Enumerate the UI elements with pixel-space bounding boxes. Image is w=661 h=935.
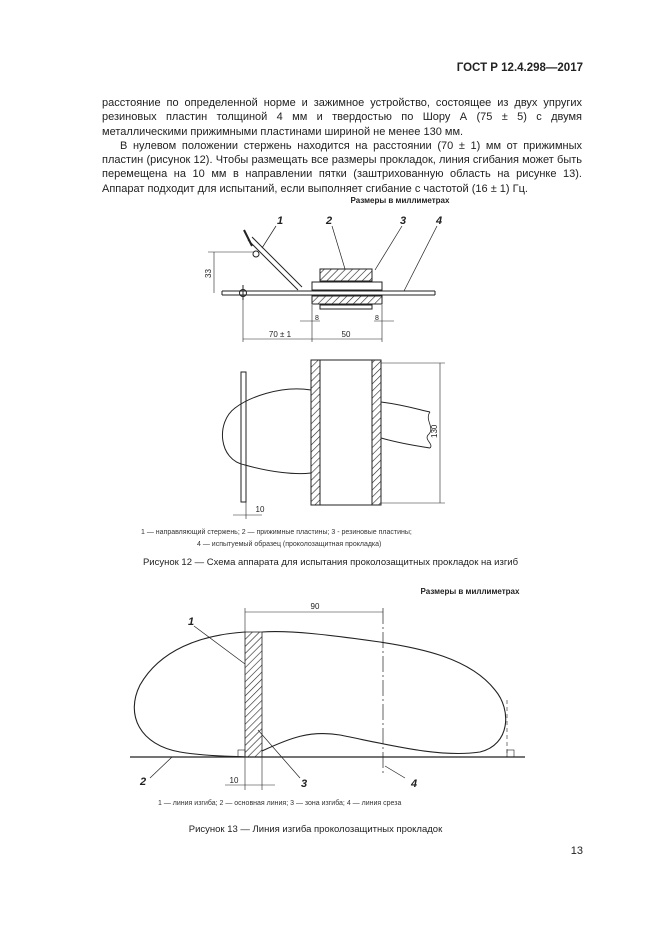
fig12-dim-70: 70 ± 1 [268,330,292,339]
figure-13-drawing [0,580,661,795]
standard-header: ГОСТ Р 12.4.298—2017 [456,62,583,74]
fig13-dim-10: 10 [229,776,239,785]
fig13-caption: Рисунок 13 — Линия изгиба проколозащитных прокладок [188,824,443,835]
fig12-dim-50: 50 [341,330,351,339]
fig13-units-note: Размеры в миллиметрах [420,587,520,596]
fig12-dim-10: 10 [255,505,265,514]
fig13-callout-1: 1 [188,616,195,628]
fig13-callout-2: 2 [140,776,147,788]
fig12-legend-line1: 1 — направляющий стержень; 2 — прижимные пластины; 3 - резиновые пластины; [141,529,412,536]
fig13-legend: 1 — линия изгиба; 2 — основная линия; 3 — зона изгиба; 4 — линия среза [158,800,402,807]
fig12-dim-8-left: 8 [315,315,319,322]
figure-12-drawing [0,190,661,520]
fig12-units-note: Размеры в миллиметрах [350,196,450,205]
paragraph-2: В нулевом положении стержень находится на расстоянии (70 ± 1) мм от прижимных пластин (рисунок 12). Чтобы размещать все размеры прокладок, линия сгибания может быть перемещена на 10 мм в направлении пятки (заштрихованную область на рисунке 13). Аппарат подходит для испытаний, если выполняет сгибание с частотой (16 ± 1) Гц. [102,139,582,195]
fig12-callout-4: 4 [436,215,443,227]
fig13-callout-4: 4 [411,778,418,790]
fig12-callout-3: 3 [400,215,407,227]
fig12-dim-130: 130 [430,424,439,438]
paragraph-1: расстояние по определенной норме и зажимное устройство, состоящее из двух упругих резиновых пластин толщиной 4 мм и твердостью по Шору А (75 ± 5) с двумя металлическими прижимными пластинами шириной не менее 130 мм. [102,97,582,138]
fig12-caption: Рисунок 12 — Схема аппарата для испытания проколозащитных прокладок на изгиб [142,557,519,568]
fig12-dim-33: 33 [204,269,213,278]
fig12-dim-8-right: 8 [375,315,379,322]
page-number: 13 [570,845,583,857]
fig12-callout-2: 2 [326,215,333,227]
fig12-callout-1: 1 [277,215,284,227]
fig13-callout-3: 3 [301,778,308,790]
fig13-dim-90: 90 [310,602,320,611]
fig12-legend-line2: 4 — испытуемый образец (проколозащитная прокладка) [197,541,382,548]
body-text [102,96,582,196]
